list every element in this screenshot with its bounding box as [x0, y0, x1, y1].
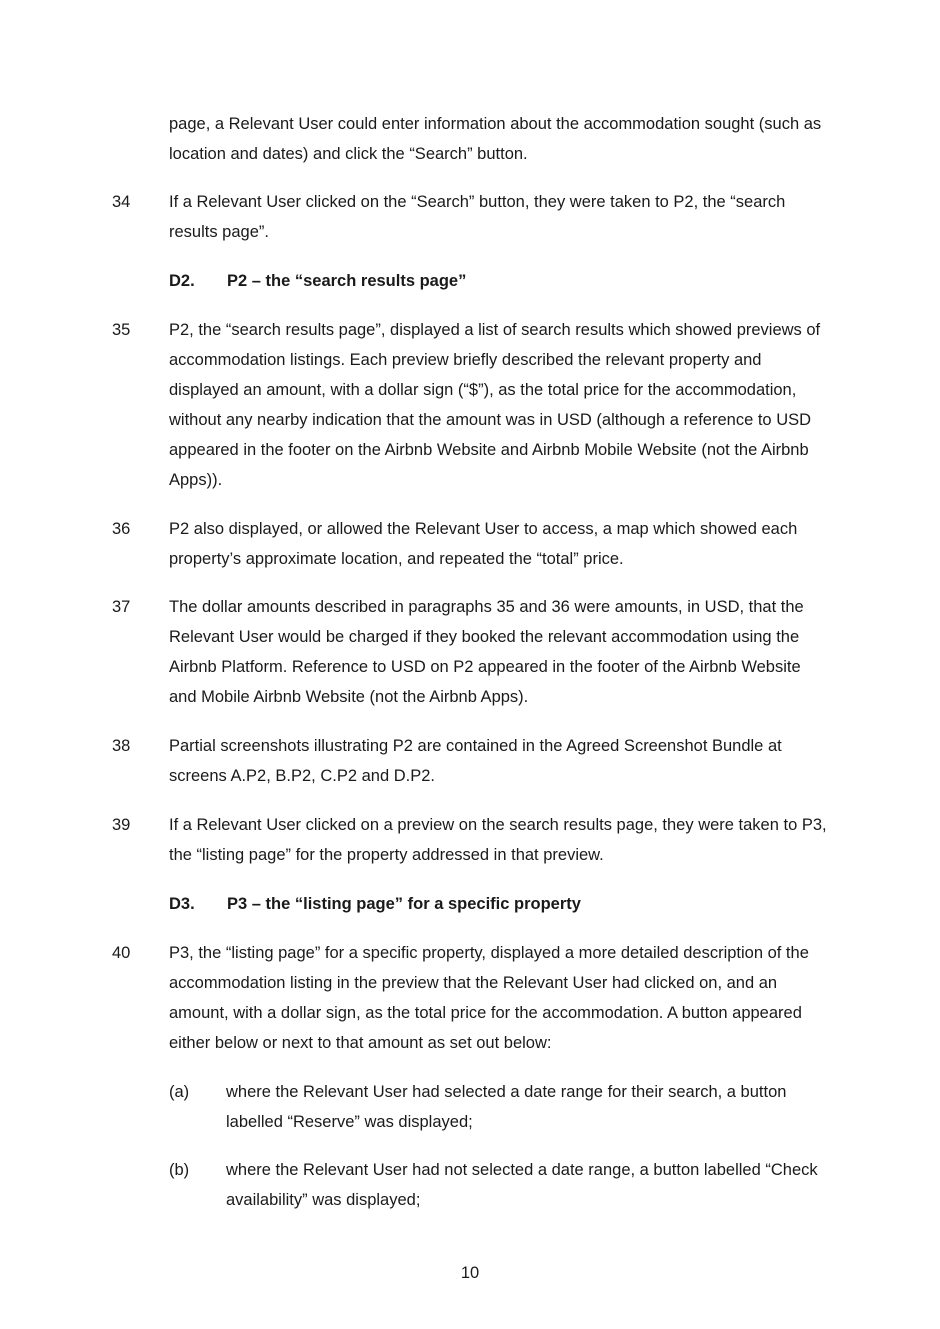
- paragraph-number: 34: [112, 193, 131, 211]
- section-heading-number: D2.: [169, 272, 195, 290]
- sub-item-label: (b): [169, 1161, 190, 1179]
- paragraph-text: P2 also displayed, or allowed the Relevant User to access, a map which showed each property’s approximate location, and repeated the “total” price.: [169, 520, 798, 568]
- paragraph-number: 37: [112, 598, 131, 616]
- section-heading-text: P3 – the “listing page” for a specific property: [227, 895, 581, 913]
- section-heading: [169, 266, 466, 296]
- paragraph-text: P3, the “listing page” for a specific property, displayed a more detailed description of the accommodation listing in the preview that the Relevant User had clicked on, and an amount, with a dollar sign, as the total price for the accommodation. A button appeared either below or next to that amount as set out below:: [169, 944, 809, 1052]
- paragraph-text: P2, the “search results page”, displayed a list of search results which showed previews of accommodation listings. Each preview briefly described the relevant property and displayed an amount, with a dollar sign (“$”), as the total price for the accommodation, without any nearby indication that the amount was in USD (although a reference to USD appeared in the footer on the Airbnb Website and Airbnb Mobile Website (not the Airbnb Apps)).: [169, 321, 821, 489]
- paragraph-text: If a Relevant User clicked on the “Search” button, they were taken to P2, the “search results page”.: [169, 193, 786, 241]
- paragraph-number: 35: [112, 321, 131, 339]
- paragraph-number: 39: [112, 816, 131, 834]
- page-number: 10: [460, 1264, 480, 1282]
- paragraph-number: 38: [112, 737, 131, 755]
- section-heading-text: P2 – the “search results page”: [227, 272, 467, 290]
- paragraph-text: Partial screenshots illustrating P2 are contained in the Agreed Screenshot Bundle at screens A.P2, B.P2, C.P2 and D.P2.: [169, 737, 782, 785]
- paragraph-text: The dollar amounts described in paragraphs 35 and 36 were amounts, in USD, that the Relevant User would be charged if they booked the relevant accommodation using the Airbnb Platform. Reference to USD on P2 appeared in the footer of the Airbnb Website and Mobile Airbnb Website (not the Airbnb Apps).: [169, 598, 804, 706]
- sub-item-text: where the Relevant User had not selected a date range, a button labelled “Check availability” was displayed;: [226, 1161, 818, 1209]
- sub-item-text: where the Relevant User had selected a date range for their search, a button labelled “Reserve” was displayed;: [226, 1083, 787, 1131]
- paragraph-text: If a Relevant User clicked on a preview on the search results page, they were taken to P3, the “listing page” for the property addressed in that preview.: [169, 816, 827, 864]
- sub-item-label: (a): [169, 1083, 190, 1101]
- paragraph-number: 40: [112, 944, 131, 962]
- paragraph-number: 36: [112, 520, 131, 538]
- lead-paragraph: page, a Relevant User could enter information about the accommodation sought (such as location and dates) and click the “Search” button.: [169, 115, 822, 163]
- section-heading-number: D3.: [169, 895, 195, 913]
- section-heading: [169, 889, 581, 919]
